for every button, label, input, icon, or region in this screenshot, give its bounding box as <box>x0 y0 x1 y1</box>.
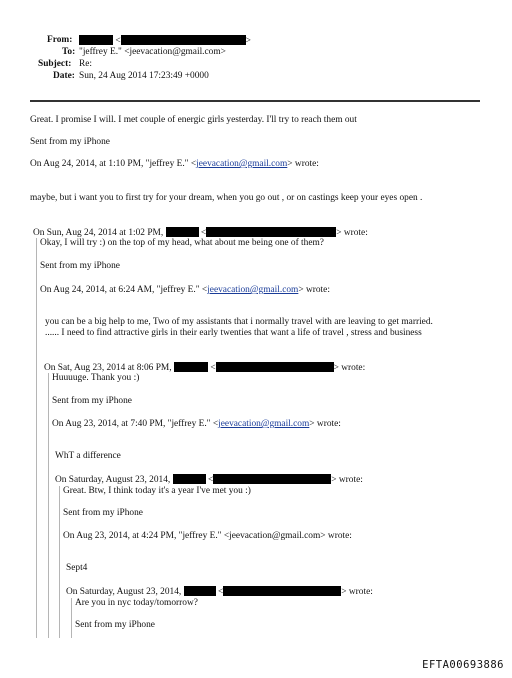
date-value: Sun, 24 Aug 2014 17:23:49 +0000 <box>79 71 209 81</box>
from-value <box>79 35 251 47</box>
redaction <box>173 474 206 484</box>
email-link[interactable]: jeevacation@gmail.com <box>207 285 299 295</box>
body-line: you can be a big help to me, Two of my assistants that i normally travel with are leaving to get married. <box>45 317 433 327</box>
quote-bar <box>36 238 37 638</box>
quote-bar <box>48 373 49 638</box>
redaction <box>174 362 208 372</box>
quote-attribution: On Saturday, August 23, 2014, < > wrote: <box>55 475 363 485</box>
signature-line: Sent from my iPhone <box>52 396 132 406</box>
lt-sign: < <box>115 36 121 46</box>
signature-line: Sent from my iPhone <box>63 508 143 518</box>
body-line: Great. I promise I will. I met couple of energic girls yesterday. I'll try to reach them out <box>30 115 357 125</box>
redaction <box>216 362 334 372</box>
body-line: WhT a difference <box>55 451 121 461</box>
body-line: Great. Btw, I think today it's a year I've met you :) <box>63 486 251 496</box>
quote-attribution: On Aug 23, 2014, at 4:24 PM, "jeffrey E." <jeevacation@gmail.com> wrote: <box>63 531 352 541</box>
redaction <box>206 227 336 237</box>
signature-line: Sent from my iPhone <box>30 137 110 147</box>
body-line: ...... I need to find attractive girls in their early twenties that want a life of travel , stress and business <box>45 328 422 338</box>
to-label: To: <box>62 47 76 57</box>
email-link[interactable]: jeevacation@gmail.com <box>218 419 310 429</box>
body-line: Are you in nyc today/tomorrow? <box>75 598 198 608</box>
quote-bar <box>71 598 72 638</box>
quote-bar <box>59 486 60 638</box>
bates-number: EFTA00693886 <box>422 659 504 671</box>
quote-attribution: On Sat, Aug 23, 2014 at 8:06 PM, < > wrote: <box>44 363 366 373</box>
quote-attribution: On Aug 24, 2014, at 6:24 AM, "jeffrey E." <jeevacation@gmail.com> wrote: <box>40 285 330 295</box>
quote-attribution: On Aug 23, 2014, at 7:40 PM, "jeffrey E." <jeevacation@gmail.com> wrote: <box>52 419 341 429</box>
body-line: Huuuuge. Thank you :) <box>52 373 140 383</box>
signature-line: Sent from my iPhone <box>40 261 120 271</box>
redaction <box>121 35 246 45</box>
date-label: Date: <box>53 71 75 81</box>
quote-attribution: On Sun, Aug 24, 2014 at 1:02 PM, < > wrote: <box>33 228 368 238</box>
from-label: From: <box>47 35 73 45</box>
gt-sign: > <box>245 36 251 46</box>
to-value: "jeffrey E." <jeevacation@gmail.com> <box>79 47 226 57</box>
header-divider <box>30 100 480 102</box>
redaction <box>223 586 341 596</box>
quote-attribution: On Saturday, August 23, 2014, < > wrote: <box>66 587 373 597</box>
subject-value: Re: <box>79 59 93 69</box>
subject-label: Subject: <box>38 59 72 69</box>
signature-line: Sent from my iPhone <box>75 620 155 630</box>
redaction <box>213 474 331 484</box>
redaction <box>184 586 216 596</box>
body-line: Sept4 <box>66 563 88 573</box>
body-line: maybe, but i want you to first try for your dream, when you go out , or on castings keep your eyes open . <box>30 193 423 203</box>
redaction <box>79 35 113 45</box>
email-link[interactable]: jeevacation@gmail.com <box>196 159 288 169</box>
body-line: Okay, I will try :) on the top of my head, what about me being one of them? <box>40 238 324 248</box>
redaction <box>166 227 199 237</box>
quote-attribution: On Aug 24, 2014, at 1:10 PM, "jeffrey E." <jeevacation@gmail.com> wrote: <box>30 159 319 169</box>
